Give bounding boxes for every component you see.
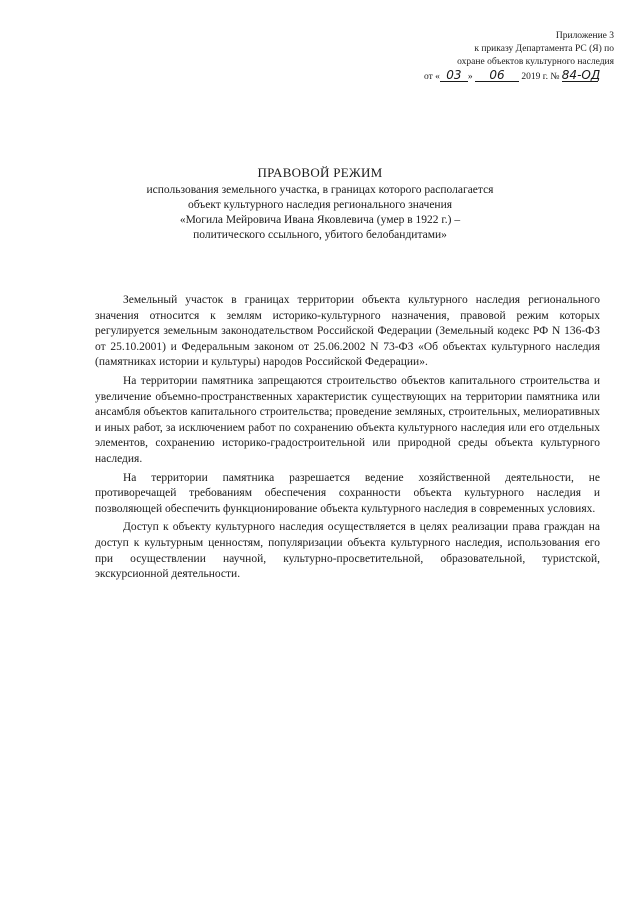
- appendix-order-ref: к приказу Департамента РС (Я) по: [474, 44, 614, 54]
- appendix-header: [418, 30, 614, 84]
- paragraph-land-status: Земельный участок в границах территории объекта культурного наследия регионального значения относится к землям историко-культурного назначения, правовой режим которых регулируется земельным законодательством Российской Федерации (Земельный кодекс РФ N 136-ФЗ от 25.10.2001) и Федеральным законом от 25.06.2002 N 73-ФЗ «Об объектах культурного наследия (памятниках истории и культуры) народов Российской Федерации».: [95, 294, 600, 369]
- handwritten-month: 06: [475, 69, 519, 82]
- title-line-4: политического ссыльного, убитого белобандитами»: [193, 229, 447, 241]
- title-line-3: «Могила Мейровича Ивана Яковлевича (умер в 1922 г.) –: [179, 214, 461, 226]
- paragraph-access: Доступ к объекту культурного наследия осуществляется в целях реализации права граждан на доступ к культурным ценностям, популяризации объекта культурного наследия, использования его при осуществлении научной, культурно-просветительной, образовательной, туристской, экскурсионной деятельности.: [95, 521, 600, 581]
- title-line-1: использования земельного участка, в границах которого располагается: [146, 184, 494, 196]
- paragraph-permissions: На территории памятника разрешается ведение хозяйственной деятельности, не противоречащей требованиям обеспечения сохранности объекта культурного наследия и позволяющей обеспечить функционирование объекта культурного наследия в современных условиях.: [95, 471, 600, 515]
- date-year: 2019 г. №: [521, 72, 560, 82]
- title-line-2: объект культурного наследия регионального значения: [187, 199, 453, 211]
- handwritten-day: 03: [440, 69, 468, 82]
- document-title: ПРАВОВОЙ РЕЖИМ: [257, 165, 383, 180]
- document-body: [95, 293, 600, 586]
- appendix-date-line: [418, 69, 614, 84]
- appendix-department: охране объектов культурного наследия: [457, 57, 614, 67]
- date-mid: »: [467, 72, 473, 82]
- appendix-title: Приложение 3: [555, 31, 614, 41]
- title-block: [90, 165, 550, 243]
- date-prefix: от «: [424, 72, 440, 82]
- paragraph-prohibitions: На территории памятника запрещаются строительство объектов капитального строительства и увеличение объемно-пространственных характеристик существующих на территории памятника или ансамбля объектов капитального строительства; проведение земляных, строительных, мелиоративных и иных работ, за исключением работ по сохранению объекта культурного наследия или его отдельных элементов, сохранению историко-градостроительной или природной среды объекта культурного наследия.: [95, 374, 600, 465]
- handwritten-order-number: 84-ОД: [561, 68, 601, 82]
